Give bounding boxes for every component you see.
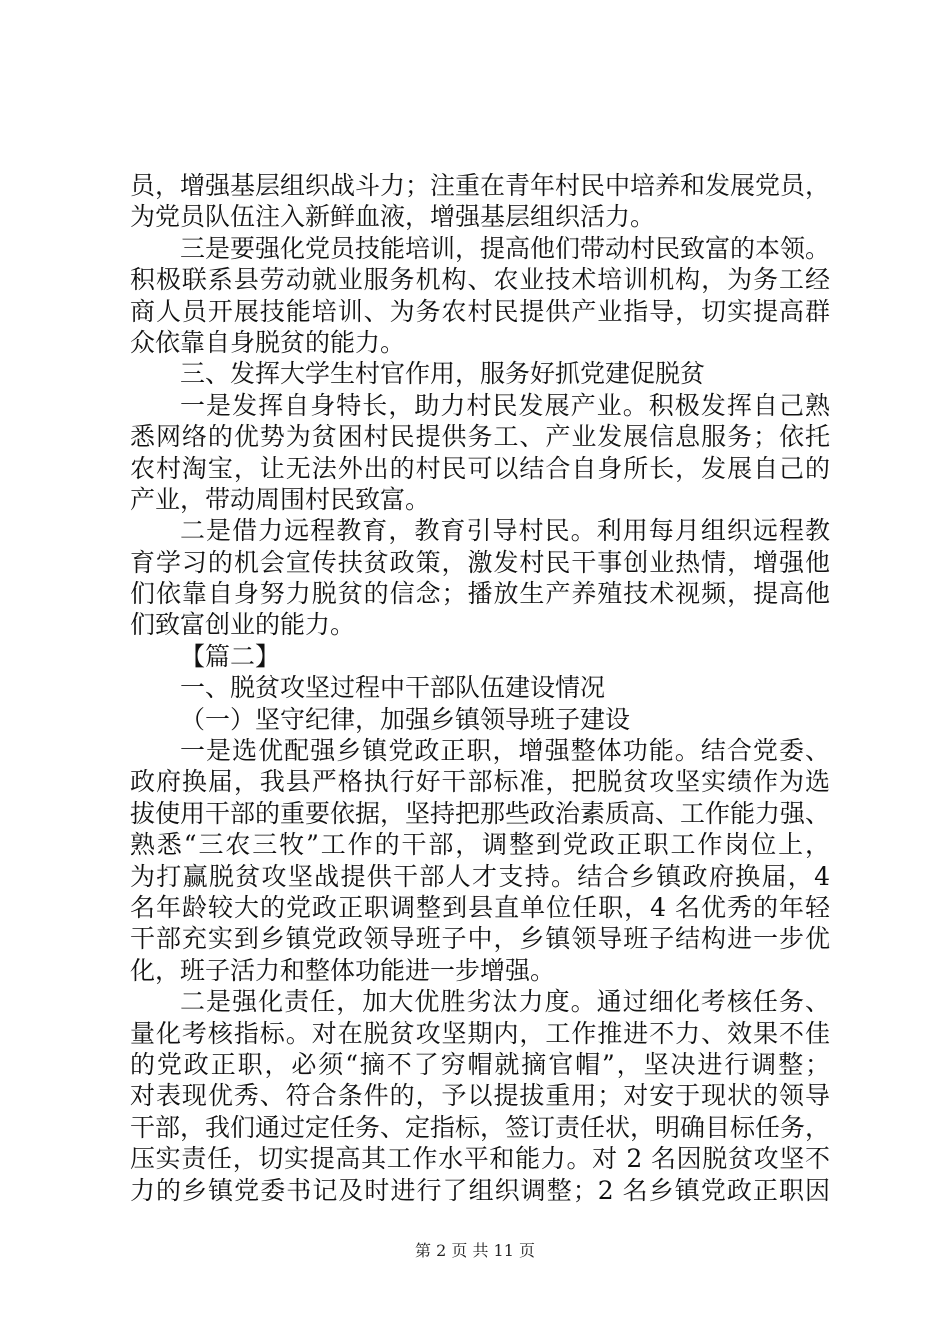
text-line: 们依靠自身努力脱贫的信念；播放生产养殖技术视频，提高他 [130,579,830,609]
text-line: 对表现优秀、符合条件的，予以提拔重用；对安于现状的领导 [130,1081,830,1111]
text-line: 们致富创业的能力。 [130,610,356,640]
text-line: 众依靠自身脱贫的能力。 [130,327,406,357]
text-line: 三是要强化党员技能培训，提高他们带动村民致富的本领。 [180,233,831,263]
text-line: 的党政正职，必须“摘不了穷帽就摘官帽”，坚决进行调整； [130,1049,830,1079]
text-line: 积极联系县劳动就业服务机构、农业技术培训机构，为务工经 [130,265,830,295]
text-line: 为党员队伍注入新鲜血液，增强基层组织活力。 [130,202,656,232]
text-line: 力的乡镇党委书记及时进行了组织调整；2 名乡镇党政正职因 [130,1175,830,1205]
text-line: 商人员开展技能培训、为务农村民提供产业指导，切实提高群 [130,296,830,326]
text-line: 一、脱贫攻坚过程中干部队伍建设情况 [180,673,606,703]
text-line: 育学习的机会宣传扶贫政策，激发村民干事创业热情，增强他 [130,547,830,577]
text-line: 为打赢脱贫攻坚战提供干部人才支持。结合乡镇政府换届，4 [130,861,830,891]
text-line: （一）坚守纪律，加强乡镇领导班子建设 [180,704,631,734]
text-line: 农村淘宝，让无法外出的村民可以结合自身所长，发展自己的 [130,453,830,483]
document-body [130,170,830,1206]
text-line: 【篇二】 [180,641,281,671]
text-line: 员，增强基层组织战斗力；注重在青年村民中培养和发展党员， [130,171,831,200]
text-line: 二是借力远程教育，教育引导村民。利用每月组织远程教 [180,516,830,546]
text-line: 干部，我们通过定任务、定指标，签订责任状，明确目标任务， [130,1112,831,1142]
text-line: 产业，带动周围村民致富。 [130,484,431,514]
text-line: 悉网络的优势为贫困村民提供务工、产业发展信息服务；依托 [130,422,830,452]
text-line: 拔使用干部的重要依据，坚持把那些政治素质高、工作能力强、 [130,798,831,828]
text-line: 量化考核指标。对在脱贫攻坚期内，工作推进不力、效果不佳 [130,1018,830,1048]
text-line: 三、发挥大学生村官作用，服务好抓党建促脱贫 [180,359,706,389]
text-line: 名年龄较大的党政正职调整到县直单位任职，4 名优秀的年轻 [130,892,830,922]
text-line: 熟悉“三农三牧”工作的干部，调整到党政正职工作岗位上， [130,830,830,860]
text-line: 二是强化责任，加大优胜劣汰力度。通过细化考核任务、 [180,987,830,1017]
page-footer: 第 2 页 共 11 页 [415,1241,535,1260]
text-line: 政府换届，我县严格执行好干部标准，把脱贫攻坚实绩作为选 [130,767,830,797]
text-line: 一是发挥自身特长，助力村民发展产业。积极发挥自己熟 [180,390,830,420]
text-line: 干部充实到乡镇党政领导班子中，乡镇领导班子结构进一步优 [130,924,830,954]
text-line: 压实责任，切实提高其工作水平和能力。对 2 名因脱贫攻坚不 [130,1144,830,1174]
text-line: 化，班子活力和整体功能进一步增强。 [130,955,556,985]
text-line: 一是选优配强乡镇党政正职，增强整体功能。结合党委、 [180,736,830,766]
